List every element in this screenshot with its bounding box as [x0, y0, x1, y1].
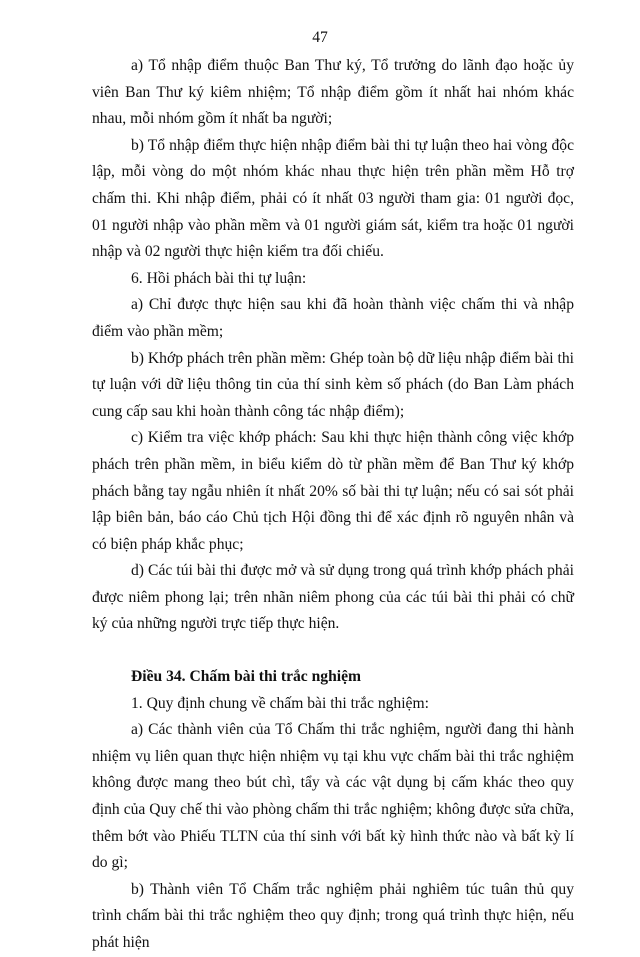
paragraph-hoi-phach-a: a) Chỉ được thực hiện sau khi đã hoàn thành việc chấm thi và nhập điểm vào phần mềm;	[92, 296, 574, 340]
document-body	[92, 53, 574, 957]
paragraph-to-nhap-diem: a) Tổ nhập điểm thuộc Ban Thư ký, Tổ trưởng do lãnh đạo hoặc ủy viên Ban Thư ký kiêm nhiệm; Tổ nhập điểm gồm ít nhất hai nhóm khác nhau, mỗi nhóm gồm ít nhất ba người;	[92, 57, 574, 128]
paragraph-quy-dinh-a: a) Các thành viên của Tổ Chấm thi trắc nghiệm, người đang thi hành nhiệm vụ liên quan thực hiện nhiệm vụ tại khu vực chấm bài thi trắc nghiệm không được mang theo bút chì, tẩy và các vật dụng bị cấm khác theo quy định của Quy chế thi vào phòng chấm thi trắc nghiệm; không được sửa chữa, thêm bớt vào Phiếu TLTN của thí sinh với bất kỳ hình thức nào và bất kỳ lí do gì;	[92, 721, 574, 872]
page-number: 47	[312, 29, 328, 46]
paragraph-hoi-phach-b: b) Khớp phách trên phần mềm: Ghép toàn bộ dữ liệu nhập điểm bài thi tự luận với dữ liệu thông tin của thí sinh kèm số phách (do Ban Làm phách cung cấp sau khi hoàn thành công tác nhập điểm);	[92, 349, 574, 420]
paragraph-quy-dinh-chung: 1. Quy định chung về chấm bài thi trắc nghiệm:	[131, 694, 429, 712]
paragraph-quy-dinh-b: b) Thành viên Tổ Chấm trắc nghiệm phải nghiêm túc tuân thủ quy trình chấm bài thi trắc nghiệm theo quy định; trong quá trình thực hiện, nếu phát hiện	[92, 880, 574, 951]
paragraph-hoi-phach-d: d) Các túi bài thi được mở và sử dụng trong quá trình khớp phách phải được niêm phong lại; trên nhãn niêm phong của các túi bài thi phải có chữ ký của những người trực tiếp thực hiện.	[92, 562, 574, 633]
paragraph-hoi-phach-c: c) Kiểm tra việc khớp phách: Sau khi thực hiện thành công việc khớp phách trên phần mềm, in biểu kiểm dò từ phần mềm để Ban Thư ký khớp phách bằng tay ngẫu nhiên ít nhất 20% số bài thi tự luận; nếu có sai sót phải lập biên bản, báo cáo Chủ tịch Hội đồng thi để xác định rõ nguyên nhân và có biện pháp khắc phục;	[92, 429, 574, 553]
article-heading: Điều 34. Chấm bài thi trắc nghiệm	[131, 668, 362, 686]
paragraph-hoi-phach-heading: 6. Hồi phách bài thi tự luận:	[131, 269, 307, 287]
section-spacer	[92, 638, 574, 664]
paragraph-nhap-diem-hai-vong: b) Tổ nhập điểm thực hiện nhập điểm bài thi tự luận theo hai vòng độc lập, mỗi vòng do một nhóm khác nhau thực hiện trên phần mềm Hỗ trợ chấm thi. Khi nhập điểm, phải có ít nhất 03 người tham gia: 01 người đọc, 01 người nhập vào phần mềm và 01 người giám sát, kiểm tra hoặc 01 người nhập và 02 người thực hiện kiểm tra đối chiếu.	[92, 136, 574, 261]
